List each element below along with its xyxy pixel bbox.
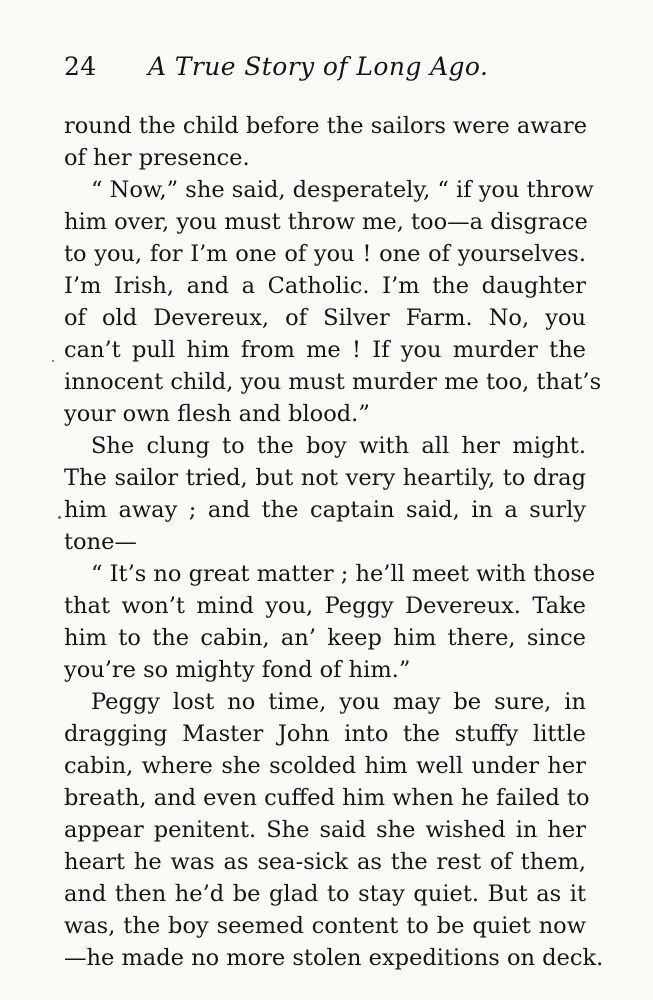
- text-line: of her presence.: [64, 145, 250, 171]
- page-number: 24: [64, 52, 97, 81]
- ink-speck: [58, 516, 61, 519]
- body-text: [64, 110, 604, 974]
- text-line: appear penitent. She said she wished in her: [64, 817, 586, 843]
- page-header: [64, 52, 584, 92]
- text-line: innocent child, you must murder me too, that’s: [64, 369, 602, 395]
- text-line: round the child before the sailors were aware: [64, 113, 588, 139]
- text-line: dragging Master John into the stuffy little: [64, 721, 586, 747]
- text-line: to you, for I’m one of you ! one of yourselves.: [64, 241, 586, 267]
- text-line: tone—: [64, 529, 137, 555]
- text-line: that won’t mind you, Peggy Devereux. Take: [64, 593, 586, 619]
- text-line: can’t pull him from me ! If you murder the: [64, 337, 586, 363]
- text-line: of old Devereux, of Silver Farm. No, you: [64, 305, 586, 331]
- text-line: “ Now,” she said, desperately, “ if you throw: [91, 177, 594, 203]
- text-line: cabin, where she scolded him well under her: [64, 753, 586, 779]
- text-line: was, the boy seemed content to be quiet now: [64, 913, 586, 939]
- text-line: Peggy lost no time, you may be sure, in: [91, 689, 586, 715]
- text-line: “ It’s no great matter ; he’ll meet with those: [91, 561, 596, 587]
- text-line: him away ; and the captain said, in a surly: [64, 497, 586, 523]
- text-line: —he made no more stolen expeditions on deck.: [64, 945, 604, 971]
- ink-speck: [52, 360, 54, 362]
- text-line: and then he’d be glad to stay quiet. But as it: [64, 881, 586, 907]
- text-line: breath, and even cuffed him when he failed to: [64, 785, 590, 811]
- text-line: you’re so mighty fond of him.”: [64, 657, 411, 683]
- running-title: A True Story of Long Ago.: [148, 52, 489, 81]
- text-line: I’m Irish, and a Catholic. I’m the daughter: [64, 273, 586, 299]
- text-line: She clung to the boy with all her might.: [91, 433, 586, 459]
- text-line: him to the cabin, an’ keep him there, since: [64, 625, 586, 651]
- text-line: heart he was as sea-sick as the rest of them,: [64, 849, 586, 875]
- text-line: your own flesh and blood.”: [64, 401, 370, 427]
- text-line: him over, you must throw me, too—a disgrace: [64, 209, 588, 235]
- text-line: The sailor tried, but not very heartily, to drag: [64, 465, 586, 491]
